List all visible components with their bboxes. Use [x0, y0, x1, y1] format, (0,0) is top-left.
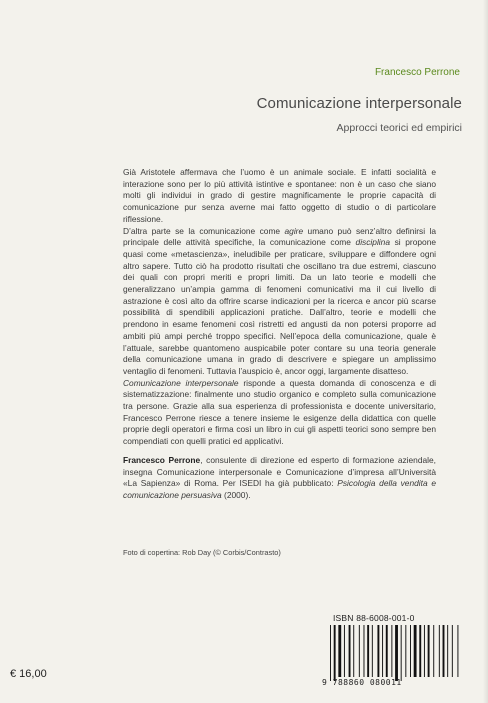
barcode-bar: [433, 625, 434, 677]
barcode-bar: [414, 625, 417, 677]
barcode-bar: [391, 625, 392, 677]
blurb-paragraph-2: [123, 378, 436, 448]
barcode-bar: [386, 625, 388, 677]
blurb-p2-text: risponde a questa domanda di conoscenza e di sistematizzazione: finalmente uno studio organico e completo sulla comunicazione tra persone. Grazie alla sua esperienza di professionista e docente universitario, Francesco Perrone riesce a tenere insieme le esigenze della didattica con quelle proprie degli operatori e firma così un libro in cui gli aspetti teorici sono sempre ben compendiati con quelli pratici ed applicativi.: [123, 377, 436, 447]
blurb-paragraph-1: [123, 167, 436, 378]
barcode-bar: [372, 625, 373, 677]
green-arc-decoration: [60, 0, 360, 150]
page-edge-shadow: [483, 0, 488, 703]
blurb-p1-sentence: Già Aristotele affermava che l’uomo è un animale sociale. E infatti socialità e interazione sono per lo più attività istintive e spontanee: non è un caso che siano molti gli individui in grado di gestire magnificamente le proprie capacità di comunicazione pur senza averne mai fatto oggetto di studio o di particolare riflessione.: [123, 167, 436, 224]
book-subtitle: Approcci teorici ed empirici: [336, 122, 462, 134]
blurb-p2-title: Comunicazione interpersonale: [123, 377, 239, 388]
barcode-bar: [457, 625, 458, 677]
blurb-p1-part: umano può senz’altro definirsi la principale delle attività specifiche, la comunicazione come: [123, 225, 437, 248]
barcode-digits: 9 788860 080011: [322, 678, 402, 687]
barcode-bar: [447, 625, 448, 677]
book-title: Comunicazione interpersonale: [256, 95, 462, 112]
barcode-bar: [410, 625, 411, 677]
blurb-p1-disciplina: disciplina: [355, 237, 390, 248]
barcode-bar: [334, 625, 336, 681]
bio-name: Francesco Perrone: [123, 455, 201, 465]
barcode-bar: [401, 625, 402, 681]
blurb: [123, 167, 436, 448]
bio-book: Psicologia della vendita e comunicazione persuasiva: [123, 478, 437, 501]
bio-text: , consulente di direzione ed esperto di formazione aziendale, insegna Comunicazione interpersonale e Comunicazione d’impresa all’Università «La Sapienza» di Roma. Per ISEDI ha già pubblicato:: [123, 455, 436, 489]
bio-text-end: (2000).: [221, 490, 251, 501]
barcode-bar: [367, 625, 369, 677]
price: € 16,00: [10, 668, 47, 680]
barcode-bar: [395, 625, 398, 681]
barcode-bar: [359, 625, 360, 677]
barcode-bar: [364, 625, 365, 677]
blurb-p1-part: si propone quasi come «metascienza», ineludibile per praticare, sviluppare e diffondere ogni altro sapere. Tutto ciò ha prodotto risultati che oscillano tra due estremi, ciascuno dei quali con propri meriti e propri limiti. Da un lato teorie e modelli che generalizzano un’ampia gamma di fenomeni comunicativi ma il cui livello di astrazione è così alto da offrire scarse indicazioni per la ricerca e ancor più scarse possibilità di spendibili applicazioni pratiche. Dall’altro, teorie e modelli che prendono in esame fenomeni così ristretti ed angusti da non potersi proporre ad ambiti più ampi perché troppo specifici. Nell’epoca della comunicazione, quale è l’attuale, sarebbe quantomeno auspicabile poter contare su una teoria generale della comunicazione umana in grado di descrivere e spiegare un amplissimo ventaglio di fenomeni. Tuttavia l’auspicio è, ancor oggi, largamente disatteso.: [123, 237, 437, 376]
barcode-bar: [405, 625, 406, 677]
photo-credit: Foto di copertina: Rob Day (© Corbis/Contrasto): [123, 548, 281, 557]
barcode-bar: [377, 625, 379, 677]
barcode-bar: [452, 625, 453, 677]
barcode-bar: [439, 625, 440, 677]
barcode-bar: [353, 625, 354, 677]
barcode-bar: [349, 625, 351, 677]
barcode-bar: [382, 625, 383, 677]
barcode-bar: [419, 625, 421, 677]
barcode-bar: [338, 625, 341, 677]
isbn: ISBN 88-6008-001-0: [333, 613, 415, 623]
author-bio: [123, 455, 436, 502]
barcode-bar: [344, 625, 345, 677]
cover-author: Francesco Perrone: [374, 67, 460, 78]
barcode-bar: [424, 625, 425, 677]
blurb-p1-agire: agire: [284, 225, 304, 236]
barcode-bar: [330, 625, 331, 681]
barcode-bar: [443, 625, 445, 677]
barcode-bar: [428, 625, 430, 677]
blurb-p1-part: D’altra parte se la comunicazione come: [123, 225, 285, 236]
